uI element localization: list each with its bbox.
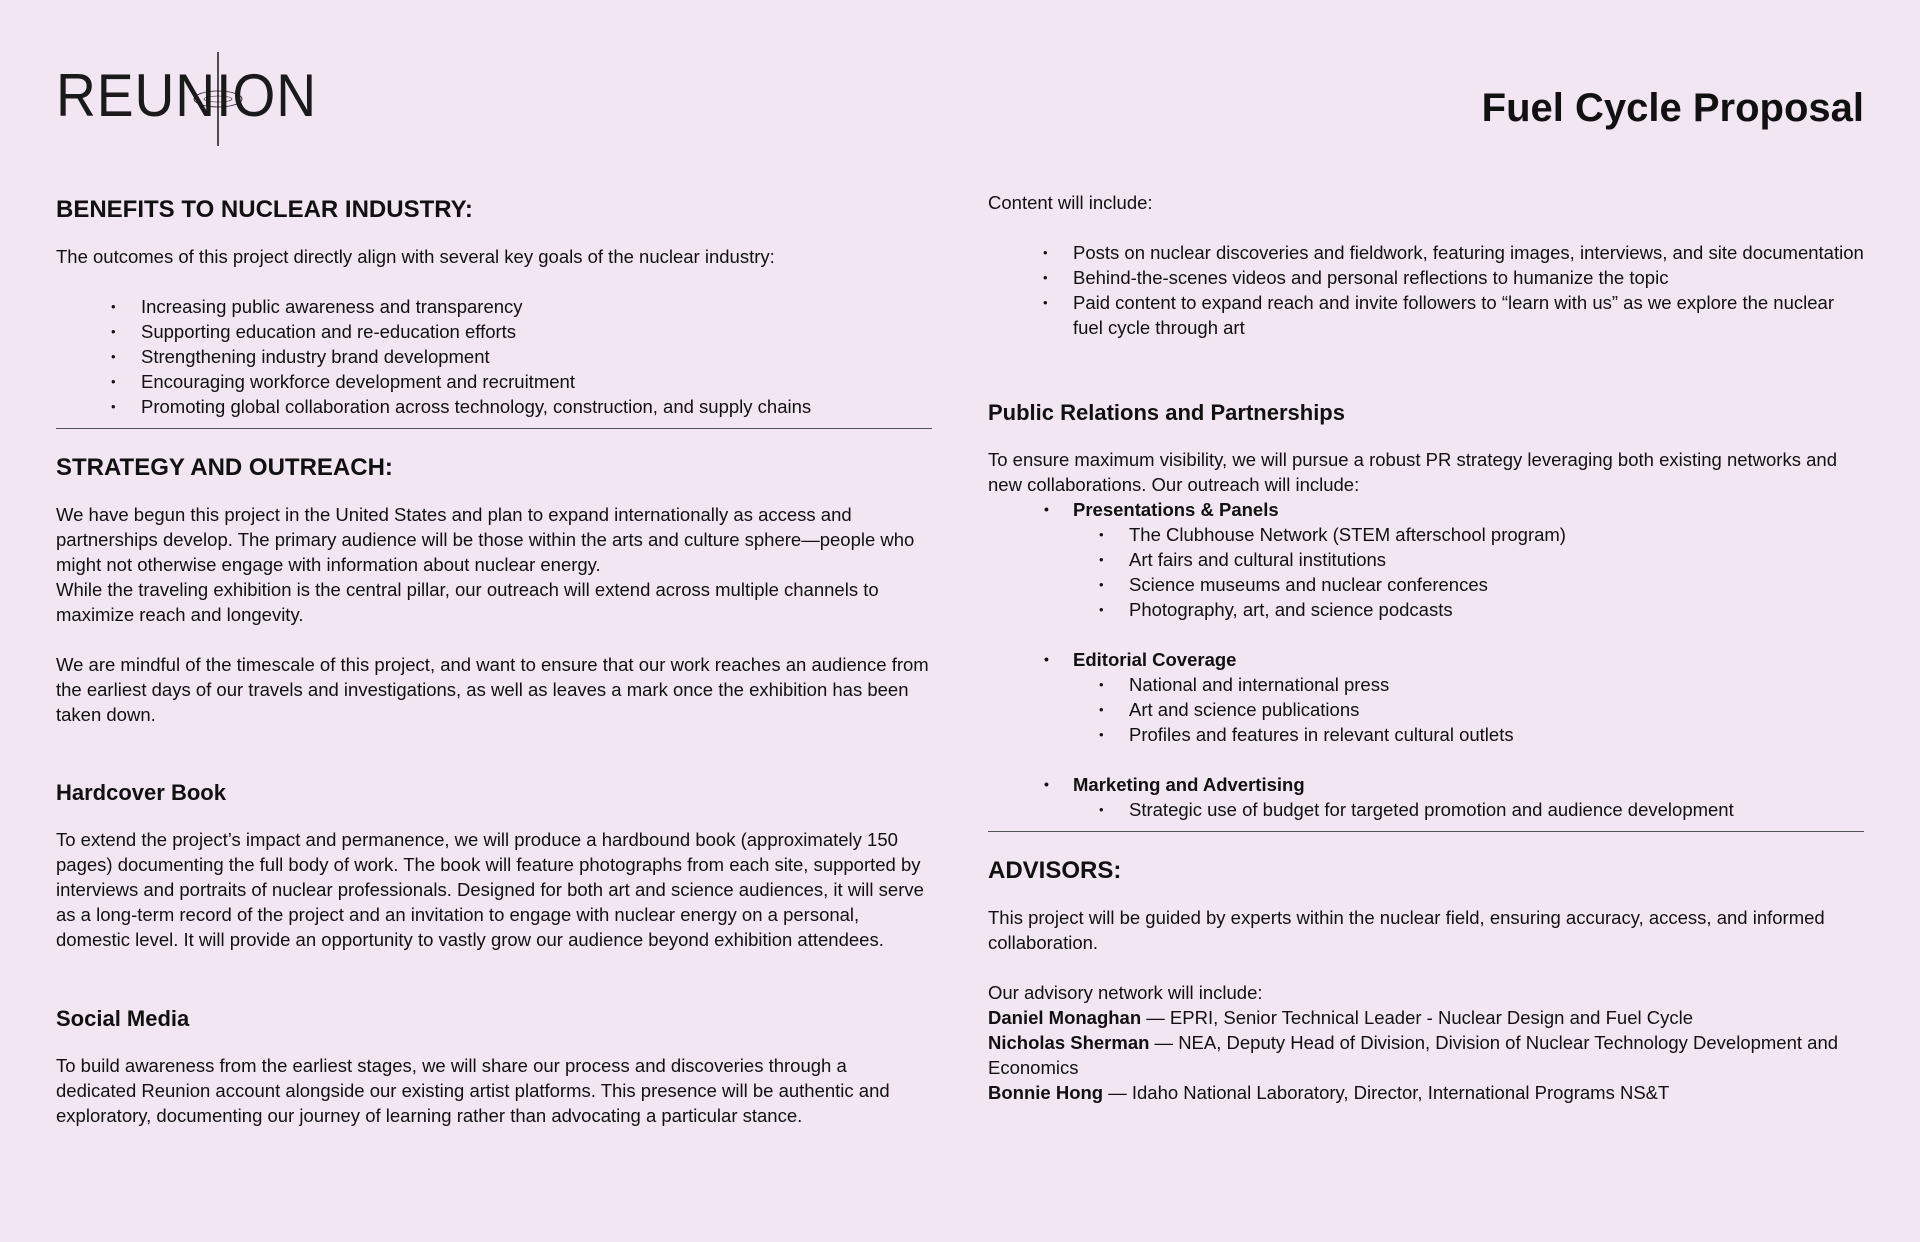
list-item: • National and international press	[988, 672, 1864, 697]
book-paragraph: To extend the project’s impact and permanence, we will produce a hardbound book (approximately 150 pages) documenting the full body of work. The book will feature photographs from each site, supported by interviews and portraits of nuclear professionals. Designed for both art and science audiences, it will serve as a long-term record of the project and an invitation to engage with nuclear energy on a personal, domestic level. It will provide an opportunity to vastly grow our audience beyond exhibition attendees.	[56, 829, 924, 950]
pr-group	[988, 647, 1864, 672]
section-divider	[988, 831, 1864, 832]
list-item: • Supporting education and re-education efforts	[56, 319, 932, 344]
pr-group	[988, 497, 1864, 522]
advisor-name: Nicholas Sherman	[988, 1032, 1150, 1053]
advisors-intro: This project will be guided by experts within the nuclear field, ensuring accuracy, access, and informed collaboration.	[988, 907, 1825, 953]
list-item: • Behind-the-scenes videos and personal reflections to humanize the topic	[988, 265, 1864, 290]
strategy-paragraph: We have begun this project in the United States and plan to expand internationally as access and partnerships develop. The primary audience will be those within the arts and culture sphere—people who might not otherwise engage with information about nuclear energy.	[56, 504, 915, 575]
list-item: • Posts on nuclear discoveries and fieldwork, featuring images, interviews, and site documentation	[988, 240, 1864, 265]
list-item: • Photography, art, and science podcasts	[988, 597, 1864, 622]
pr-group-title: • Presentations & Panels	[988, 497, 1864, 522]
pr-group-title: • Marketing and Advertising	[988, 772, 1864, 797]
benefits-heading: BENEFITS TO NUCLEAR INDUSTRY:	[56, 196, 473, 223]
list-item: • The Clubhouse Network (STEM afterschool program)	[988, 522, 1864, 547]
pr-intro: To ensure maximum visibility, we will pursue a robust PR strategy leveraging both existing networks and new collaborations. Our outreach will include:	[988, 449, 1837, 495]
list-item: • Profiles and features in relevant cultural outlets	[988, 722, 1864, 747]
left-column	[56, 188, 932, 1128]
list-item: • Science museums and nuclear conferences	[988, 572, 1864, 597]
advisor-role: — Idaho National Laboratory, Director, International Programs NS&T	[1103, 1082, 1670, 1103]
page-title: Fuel Cycle Proposal	[1481, 86, 1864, 130]
strategy-paragraph: We are mindful of the timescale of this project, and want to ensure that our work reaches an audience from the earliest days of our travels and investigations, as well as leaves a mark once the exhibition has been taken down.	[56, 654, 929, 725]
advisor-entry	[988, 1030, 1864, 1080]
content-list	[988, 240, 1864, 340]
list-item: • Encouraging workforce development and recruitment	[56, 369, 932, 394]
advisor-role: — NEA, Deputy Head of Division, Division of Nuclear Technology Development and Economics	[988, 1032, 1839, 1078]
advisors-network-intro: Our advisory network will include:	[988, 982, 1263, 1003]
strategy-heading: STRATEGY AND OUTREACH:	[56, 454, 393, 481]
list-item: • Art and science publications	[988, 697, 1864, 722]
social-paragraph: To build awareness from the earliest stages, we will share our process and discoveries through a dedicated Reunion account alongside our existing artist platforms. This presence will be authentic and exploratory, documenting our journey of learning rather than advocating a particular stance.	[56, 1055, 890, 1126]
benefits-list	[56, 294, 932, 419]
pr-group-list	[988, 797, 1864, 822]
section-divider	[56, 428, 932, 429]
list-item: • Increasing public awareness and transparency	[56, 294, 932, 319]
pr-group-title: • Editorial Coverage	[988, 647, 1864, 672]
logo-wordmark: REUNION	[56, 62, 317, 129]
social-heading: Social Media	[56, 1006, 190, 1031]
advisor-entry	[988, 1080, 1864, 1105]
pr-group	[988, 772, 1864, 797]
strategy-paragraph: While the traveling exhibition is the central pillar, our outreach will extend across multiple channels to maximize reach and longevity.	[56, 579, 879, 625]
list-item: • Paid content to expand reach and invite followers to “learn with us” as we explore the nuclear fuel cycle through art	[988, 290, 1864, 340]
list-item: • Strategic use of budget for targeted promotion and audience development	[988, 797, 1864, 822]
list-item: • Strengthening industry brand development	[56, 344, 932, 369]
pr-group-list	[988, 672, 1864, 747]
list-item: • Art fairs and cultural institutions	[988, 547, 1864, 572]
book-heading: Hardcover Book	[56, 780, 226, 805]
pr-heading: Public Relations and Partnerships	[988, 400, 1345, 425]
advisor-name: Bonnie Hong	[988, 1082, 1104, 1103]
right-column	[988, 190, 1864, 1105]
list-item: • Promoting global collaboration across technology, construction, and supply chains	[56, 394, 932, 419]
advisor-entry	[988, 1005, 1864, 1030]
pr-group-list	[988, 522, 1864, 622]
advisor-name: Daniel Monaghan	[988, 1007, 1142, 1028]
advisors-heading: ADVISORS:	[988, 857, 1122, 884]
advisor-role: — EPRI, Senior Technical Leader - Nuclear Design and Fuel Cycle	[1141, 1007, 1693, 1028]
globe-icon	[56, 52, 286, 146]
reunion-logo	[56, 52, 317, 146]
benefits-intro: The outcomes of this project directly align with several key goals of the nuclear industry:	[56, 246, 775, 267]
content-intro: Content will include:	[988, 192, 1153, 213]
